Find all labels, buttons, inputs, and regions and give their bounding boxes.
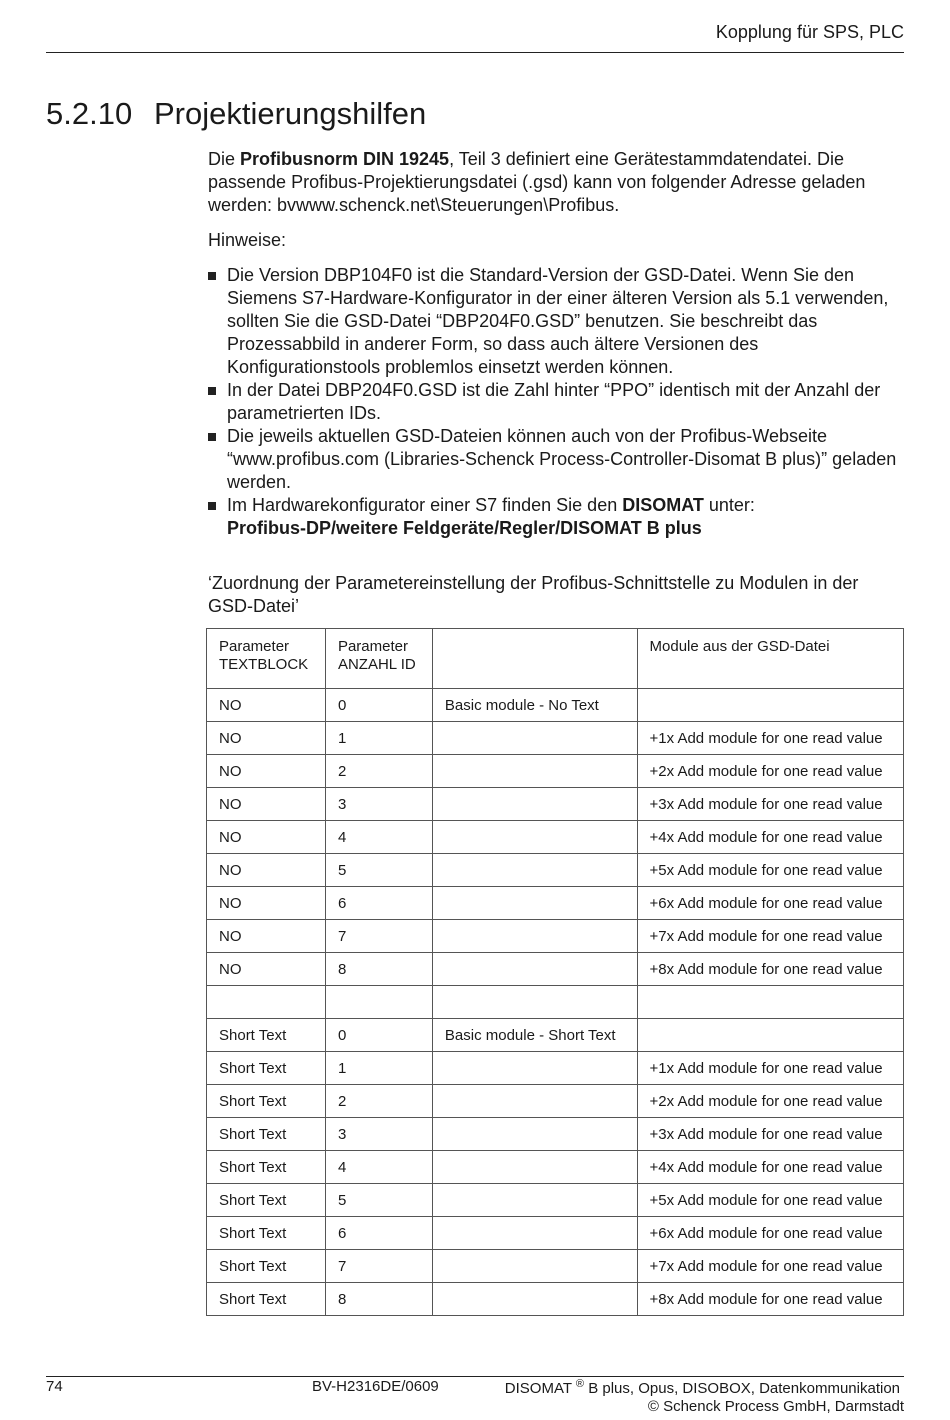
table-cell: +6x Add module for one read value bbox=[637, 887, 903, 920]
table-row bbox=[207, 920, 904, 953]
table-cell: Short Text bbox=[207, 1085, 326, 1118]
table-cell bbox=[637, 986, 903, 1019]
table-cell: 3 bbox=[325, 788, 432, 821]
table-row bbox=[207, 1151, 904, 1184]
table-cell bbox=[432, 1217, 637, 1250]
table-cell bbox=[432, 722, 637, 755]
product-description: B plus, Opus, DISOBOX, Datenkommunikation bbox=[584, 1380, 900, 1397]
table-cell: +1x Add module for one read value bbox=[637, 1052, 903, 1085]
table-cell: 7 bbox=[325, 920, 432, 953]
table-row bbox=[207, 1217, 904, 1250]
table-cell: +8x Add module for one read value bbox=[637, 1283, 903, 1316]
table-cell: NO bbox=[207, 689, 326, 722]
header-cell bbox=[432, 629, 637, 689]
table-cell: +5x Add module for one read value bbox=[637, 1184, 903, 1217]
bullet-square-icon bbox=[208, 387, 216, 395]
table-cell: NO bbox=[207, 722, 326, 755]
intro-paragraph bbox=[208, 148, 904, 217]
table-cell: 5 bbox=[325, 1184, 432, 1217]
document-id: BV-H2316DE/0609 bbox=[312, 1378, 439, 1395]
product-line bbox=[505, 1378, 900, 1397]
table-cell: +7x Add module for one read value bbox=[637, 1250, 903, 1283]
hints-label: Hinweise: bbox=[208, 230, 287, 250]
table-row bbox=[207, 986, 904, 1019]
table-header-row bbox=[207, 629, 904, 689]
table-cell: 3 bbox=[325, 1118, 432, 1151]
product-name: DISOMAT bbox=[504, 1380, 576, 1397]
table-row bbox=[207, 821, 904, 854]
table-cell: +2x Add module for one read value bbox=[637, 755, 903, 788]
header-cell: Parameter ANZAHL ID bbox=[325, 629, 432, 689]
table-cell: 2 bbox=[325, 755, 432, 788]
list-item bbox=[208, 264, 904, 379]
body-content bbox=[208, 148, 904, 630]
table-cell: NO bbox=[207, 887, 326, 920]
table-cell bbox=[432, 1283, 637, 1316]
table-cell: +1x Add module for one read value bbox=[637, 722, 903, 755]
table-cell: NO bbox=[207, 854, 326, 887]
table-cell bbox=[432, 1250, 637, 1283]
table-cell bbox=[432, 1085, 637, 1118]
table-cell: 4 bbox=[325, 821, 432, 854]
table-cell: NO bbox=[207, 821, 326, 854]
table-cell: +5x Add module for one read value bbox=[637, 854, 903, 887]
table-cell: 5 bbox=[325, 854, 432, 887]
table-cell: Short Text bbox=[207, 1217, 326, 1250]
header-rule bbox=[46, 52, 904, 53]
table-row bbox=[207, 1019, 904, 1052]
table-row bbox=[207, 1118, 904, 1151]
table-cell: 0 bbox=[325, 689, 432, 722]
table-cell: +8x Add module for one read value bbox=[637, 953, 903, 986]
table-row bbox=[207, 788, 904, 821]
table-cell: +4x Add module for one read value bbox=[637, 1151, 903, 1184]
section-title: Projektierungshilfen bbox=[154, 96, 427, 131]
table-row bbox=[207, 689, 904, 722]
table-row bbox=[207, 1250, 904, 1283]
hint-text: Die jeweils aktuellen GSD-Dateien können auch von der Profibus-Webseite “www.profibus.com (Libraries-Schenck Process-Controller-Disomat B plus)” geladen werden. bbox=[227, 426, 897, 492]
list-item bbox=[208, 425, 904, 494]
table-row bbox=[207, 953, 904, 986]
table-cell: 2 bbox=[325, 1085, 432, 1118]
table-cell bbox=[432, 755, 637, 788]
table-cell: Basic module - Short Text bbox=[432, 1019, 637, 1052]
table-cell bbox=[207, 986, 326, 1019]
table-caption: ‘Zuordnung der Parametereinstellung der Profibus-Schnittstelle zu Modulen in der GSD-Datei’ bbox=[208, 573, 859, 616]
hint-text: Im Hardwarekonfigurator einer S7 finden Sie den bbox=[227, 495, 623, 515]
table-cell: Short Text bbox=[207, 1052, 326, 1085]
table-cell: +4x Add module for one read value bbox=[637, 821, 903, 854]
table-cell bbox=[432, 953, 637, 986]
table-cell: Short Text bbox=[207, 1019, 326, 1052]
table-row bbox=[207, 755, 904, 788]
hint-text: In der Datei DBP204F0.GSD ist die Zahl hinter “PPO” identisch mit der Anzahl der parametrierten IDs. bbox=[227, 380, 881, 423]
table-cell: 7 bbox=[325, 1250, 432, 1283]
intro-text-post: , Teil 3 definiert eine Gerätestammdatendatei. Die passende Profibus-Projektierungsdatei (.gsd) kann von folgender Adresse geladen werden: bvwww.schenck.net\Steuerungen\Profibus. bbox=[208, 149, 866, 215]
table-cell bbox=[325, 986, 432, 1019]
table-cell bbox=[432, 920, 637, 953]
table-cell: Short Text bbox=[207, 1283, 326, 1316]
intro-text-pre: Die bbox=[208, 149, 241, 169]
hint-path-bold: Profibus-DP/weitere Feldgeräte/Regler/DISOMAT B plus bbox=[227, 518, 702, 538]
section-number: 5.2.10 bbox=[46, 96, 133, 131]
intro-norm-bold: Profibusnorm DIN 19245 bbox=[240, 149, 450, 169]
table-cell: Short Text bbox=[207, 1118, 326, 1151]
table-cell bbox=[637, 1019, 903, 1052]
table-cell: +3x Add module for one read value bbox=[637, 788, 903, 821]
table-cell: 1 bbox=[325, 1052, 432, 1085]
table-cell: NO bbox=[207, 755, 326, 788]
table-row bbox=[207, 1283, 904, 1316]
table-cell bbox=[637, 689, 903, 722]
table-cell: +2x Add module for one read value bbox=[637, 1085, 903, 1118]
table-cell bbox=[432, 788, 637, 821]
table-cell: Short Text bbox=[207, 1184, 326, 1217]
table-cell bbox=[432, 1118, 637, 1151]
bullet-square-icon bbox=[208, 433, 216, 441]
header-cell: Parameter TEXTBLOCK bbox=[207, 629, 326, 689]
page-number: 74 bbox=[46, 1378, 63, 1395]
table-row bbox=[207, 854, 904, 887]
copyright: © Schenck Process GmbH, Darmstadt bbox=[647, 1398, 904, 1415]
table-cell: 6 bbox=[325, 887, 432, 920]
list-item bbox=[208, 379, 904, 425]
table-cell bbox=[432, 854, 637, 887]
registered-mark: ® bbox=[575, 1378, 585, 1390]
gsd-module-table bbox=[206, 628, 904, 1316]
table-cell: 6 bbox=[325, 1217, 432, 1250]
table-cell: Short Text bbox=[207, 1151, 326, 1184]
table-cell: 4 bbox=[325, 1151, 432, 1184]
hint-text: Die Version DBP104F0 ist die Standard-Version der GSD-Datei. Wenn Sie den Siemens S7-Hardware-Konfigurator in der einer älteren Version als 5.1 verwenden, sollten Sie die GSD-Datei “DBP204F0.GSD” benutzen. Sie beschreibt das Prozessabbild in anderer Form, so dass auch ältere Versionen des Konfigurationstools problemlos einsetzt werden können. bbox=[227, 265, 889, 377]
table-cell: Short Text bbox=[207, 1250, 326, 1283]
table-cell: 8 bbox=[325, 953, 432, 986]
table-cell: +3x Add module for one read value bbox=[637, 1118, 903, 1151]
table-cell: NO bbox=[207, 920, 326, 953]
table-cell bbox=[432, 1052, 637, 1085]
hint-text: unter: bbox=[703, 495, 755, 515]
table-cell: 8 bbox=[325, 1283, 432, 1316]
table-row bbox=[207, 1085, 904, 1118]
footer-rule bbox=[46, 1376, 904, 1377]
table-cell bbox=[432, 821, 637, 854]
table-cell: NO bbox=[207, 788, 326, 821]
table-cell: +6x Add module for one read value bbox=[637, 1217, 903, 1250]
table-row bbox=[207, 1052, 904, 1085]
hints-list bbox=[208, 264, 904, 540]
page-header: Kopplung für SPS, PLC bbox=[715, 22, 904, 42]
table-row bbox=[207, 722, 904, 755]
hint-product-bold: DISOMAT bbox=[622, 495, 704, 515]
table-row bbox=[207, 887, 904, 920]
table-cell: Basic module - No Text bbox=[432, 689, 637, 722]
table-cell bbox=[432, 1184, 637, 1217]
list-item bbox=[208, 494, 904, 540]
table-cell bbox=[432, 986, 637, 1019]
table-cell: NO bbox=[207, 953, 326, 986]
section-heading bbox=[46, 96, 426, 132]
header-cell: Module aus der GSD-Datei bbox=[637, 629, 903, 689]
table-cell: +7x Add module for one read value bbox=[637, 920, 903, 953]
table-cell: 0 bbox=[325, 1019, 432, 1052]
bullet-square-icon bbox=[208, 272, 216, 280]
table-row bbox=[207, 1184, 904, 1217]
table-cell: 1 bbox=[325, 722, 432, 755]
table-cell bbox=[432, 887, 637, 920]
table-cell bbox=[432, 1151, 637, 1184]
bullet-square-icon bbox=[208, 502, 216, 510]
